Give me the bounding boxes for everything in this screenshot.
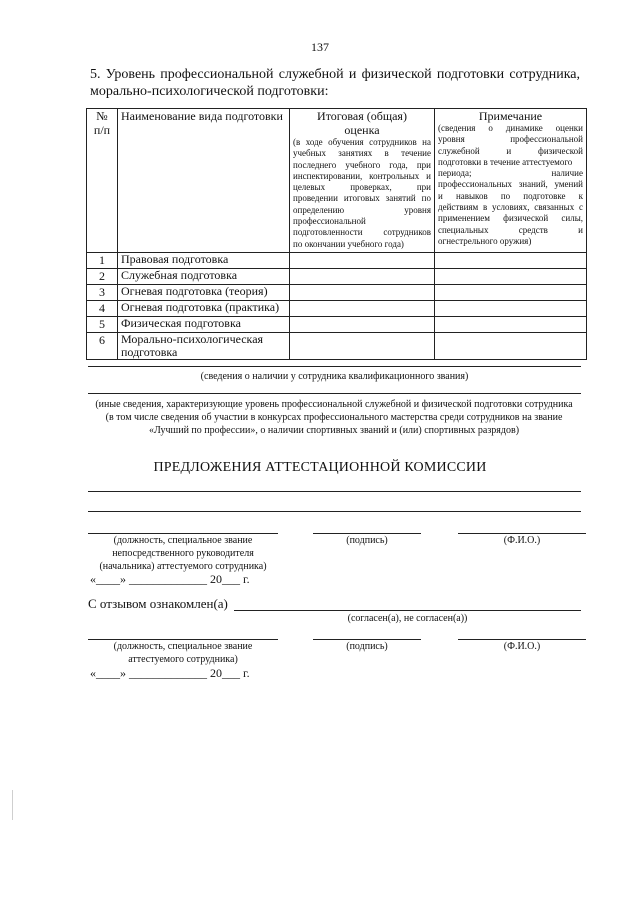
table-header-row [87, 109, 587, 253]
header-total-title-line1: Итоговая (общая) [317, 109, 407, 123]
row-remark-cell[interactable] [435, 301, 587, 317]
employee-name-caption: (Ф.И.О.) [503, 641, 541, 652]
row-total-score-cell[interactable] [290, 333, 435, 360]
row-number: 5 [87, 317, 118, 333]
qualification-line[interactable] [88, 366, 581, 367]
supervisor-signature-caption: (подпись) [346, 535, 388, 546]
table-row [87, 317, 587, 333]
row-remark-cell[interactable] [435, 333, 587, 360]
header-total-title-line2: оценка [344, 123, 380, 137]
employee-date[interactable]: «____» _____________ 20___ г. [90, 666, 250, 680]
total-note-line: целевых проверках, при [293, 182, 431, 193]
other-info-caption: (иные сведения, характеризующие уровень профессиональной служебной и физической подготовки сотрудника (в том числе сведения об участии в конкурсах профессионального мастерства среди сотрудников на звание «Лучший по профессии», о наличии спортивных званий и (или) спортивных разрядов) [95, 399, 573, 436]
table-row [87, 301, 587, 317]
total-note-line: последнего учебного года, при [293, 159, 431, 170]
row-number: 2 [87, 269, 118, 285]
total-note-line: подготовленности сотрудников [293, 227, 431, 238]
table-row [87, 269, 587, 285]
other-info-line[interactable] [88, 393, 581, 394]
table-row [87, 253, 587, 269]
row-remark-cell[interactable] [435, 285, 587, 301]
row-number: 6 [87, 333, 118, 360]
total-note-line: учебных занятиях в течение [293, 148, 431, 159]
row-total-score-cell[interactable] [290, 253, 435, 269]
row-total-score-cell[interactable] [290, 269, 435, 285]
header-number-line1: № [96, 109, 108, 123]
remark-note-line: (сведения о динамике оценки [438, 123, 583, 133]
row-training-name: Служебная подготовка [118, 269, 290, 285]
total-note-line: инспектировании, контрольных и [293, 170, 431, 181]
row-number: 1 [87, 253, 118, 269]
remark-note-line: применением физической силы, [438, 213, 583, 224]
header-remark [435, 109, 587, 253]
row-remark-cell[interactable] [435, 253, 587, 269]
qualification-caption: (сведения о наличии у сотрудника квалификационного звания) [200, 371, 469, 382]
remark-note-line: периода; наличие [438, 168, 583, 179]
row-training-name: Физическая подготовка [118, 317, 290, 333]
row-remark-cell[interactable] [435, 317, 587, 333]
acknowledgment-caption: (согласен(а), не согласен(а)) [347, 613, 468, 624]
commission-line-1[interactable] [88, 491, 581, 492]
header-number-line2: п/п [93, 123, 111, 137]
page-number: 137 [311, 40, 329, 54]
training-table [86, 108, 587, 360]
remark-note-line: действиям в условиях, связанных с [438, 202, 583, 213]
row-training-name: Огневая подготовка (практика) [118, 301, 290, 317]
remark-note-line: подготовки в течение аттестуемого [438, 156, 573, 167]
row-number: 3 [87, 285, 118, 301]
row-total-score-cell[interactable] [290, 317, 435, 333]
table-row [87, 333, 587, 360]
header-training-type: Наименование вида подготовки [118, 109, 290, 253]
remark-note-line: огнестрельного оружия) [438, 235, 532, 246]
row-training-name: Правовая подготовка [118, 253, 290, 269]
row-total-score-cell[interactable] [290, 301, 435, 317]
table-row [87, 285, 587, 301]
commission-line-2[interactable] [88, 511, 581, 512]
supervisor-position-caption: (должность, специальное звание непосредственного руководителя (начальника) аттестуемого сотрудника) [99, 535, 267, 572]
remark-note-line: и навыков по подготовке к [438, 190, 583, 201]
remark-note-line: специальных средств и [438, 224, 583, 235]
remark-note-line: профессиональных знаний, умений [438, 179, 583, 190]
supervisor-name-caption: (Ф.И.О.) [503, 535, 541, 546]
employee-signature-caption: (подпись) [346, 641, 388, 652]
row-training-name: Морально-психологическая подготовка [118, 333, 290, 360]
remark-note-line: служебной и физической [438, 145, 583, 156]
total-note-line: (в ходе обучения сотрудников на [293, 137, 431, 147]
header-total-score [290, 109, 435, 253]
acknowledgment-label: С отзывом ознакомлен(а) [88, 596, 228, 611]
row-total-score-cell[interactable] [290, 285, 435, 301]
remark-note-line: уровня профессиональной [438, 134, 583, 145]
row-training-name: Огневая подготовка (теория) [118, 285, 290, 301]
row-number: 4 [87, 301, 118, 317]
total-note-line: определению уровня [293, 204, 431, 215]
total-note-line: профессиональной [293, 216, 366, 227]
scan-artifact [12, 790, 13, 820]
total-note-line: по окончании учебного года) [293, 238, 404, 249]
commission-title: ПРЕДЛОЖЕНИЯ АТТЕСТАЦИОННОЙ КОМИССИИ [153, 460, 487, 475]
acknowledgment-line[interactable] [234, 610, 581, 611]
section-heading: 5. Уровень профессиональной служебной и физической подготовки сотрудника, морально-психологической подготовки: [90, 67, 580, 99]
header-remark-title: Примечание [478, 109, 543, 123]
employee-position-caption: (должность, специальное звание аттестуемого сотрудника) [113, 641, 253, 665]
row-remark-cell[interactable] [435, 269, 587, 285]
total-note-line: проведении итоговых занятий по [293, 193, 431, 204]
supervisor-date[interactable]: «____» _____________ 20___ г. [90, 572, 250, 586]
header-number [87, 109, 118, 253]
